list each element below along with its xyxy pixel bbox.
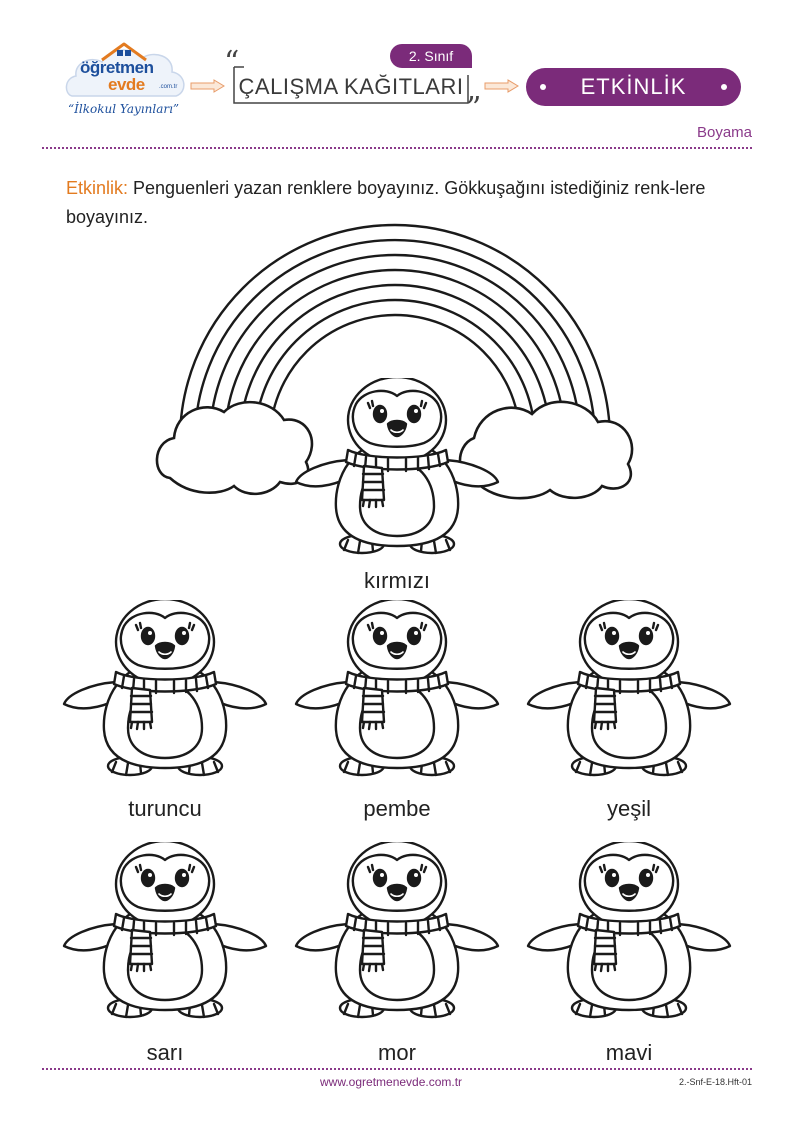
penguin-color-label: sarı — [146, 1040, 184, 1065]
penguin-color-label: mor — [378, 1040, 416, 1065]
penguin-picture — [60, 842, 270, 1042]
penguin-picture — [524, 600, 734, 800]
logo-domain: .com.tr — [159, 84, 178, 90]
penguin-with-scarf-icon — [292, 378, 502, 578]
close-quote-icon: ” — [466, 91, 482, 126]
penguin-with-scarf-icon — [60, 600, 270, 800]
penguin-with-scarf-icon — [60, 842, 270, 1042]
footer-page-code: 2.-Snf-E-18.Hft-01 — [678, 1077, 752, 1087]
penguin-picture — [60, 600, 270, 800]
penguin-color-label: kırmızı — [364, 568, 430, 593]
penguin-color-label: mavi — [605, 1040, 653, 1065]
penguin-picture — [292, 600, 502, 800]
penguin-with-scarf-icon — [292, 842, 502, 1042]
grade-tab: 2. Sınıf — [390, 44, 472, 68]
arrow-right-icon — [484, 79, 520, 93]
logo-tagline: “İlkokul Yayınları” — [68, 102, 180, 116]
header-divider — [42, 147, 752, 149]
activity-badge-label: ETKİNLİK — [580, 74, 687, 99]
subject-label: Boyama — [696, 124, 752, 141]
penguin-color-label: pembe — [363, 796, 431, 821]
penguin-picture — [292, 378, 502, 578]
penguin-with-scarf-icon — [524, 842, 734, 1042]
penguin-picture — [292, 842, 502, 1042]
penguin-picture — [524, 842, 734, 1042]
open-quote-icon: “ — [224, 45, 240, 80]
logo-name-part1: öğretmen — [80, 58, 154, 77]
footer-divider — [42, 1068, 752, 1070]
penguin-with-scarf-icon — [292, 600, 502, 800]
title-frame — [228, 65, 474, 105]
activity-badge — [526, 68, 741, 106]
arrow-right-icon — [190, 79, 226, 93]
logo-name-part2: evde — [108, 75, 145, 94]
footer-website-link[interactable]: www.ogretmenevde.com.tr — [320, 1075, 463, 1089]
instruction-text: Penguenleri yazan renklere boyayınız. Gökkuşağını istediğiniz renk-lere boyayınız. — [66, 178, 706, 227]
bullet-dot-icon — [721, 84, 727, 90]
worksheet-title: ÇALIŞMA KAĞITLARI — [238, 74, 464, 99]
penguin-with-scarf-icon — [524, 600, 734, 800]
penguin-color-label: yeşil — [606, 796, 651, 821]
publisher-logo — [62, 38, 192, 124]
penguin-color-label: turuncu — [128, 796, 202, 821]
bullet-dot-icon — [540, 84, 546, 90]
instruction-lead: Etkinlik: — [66, 178, 129, 198]
